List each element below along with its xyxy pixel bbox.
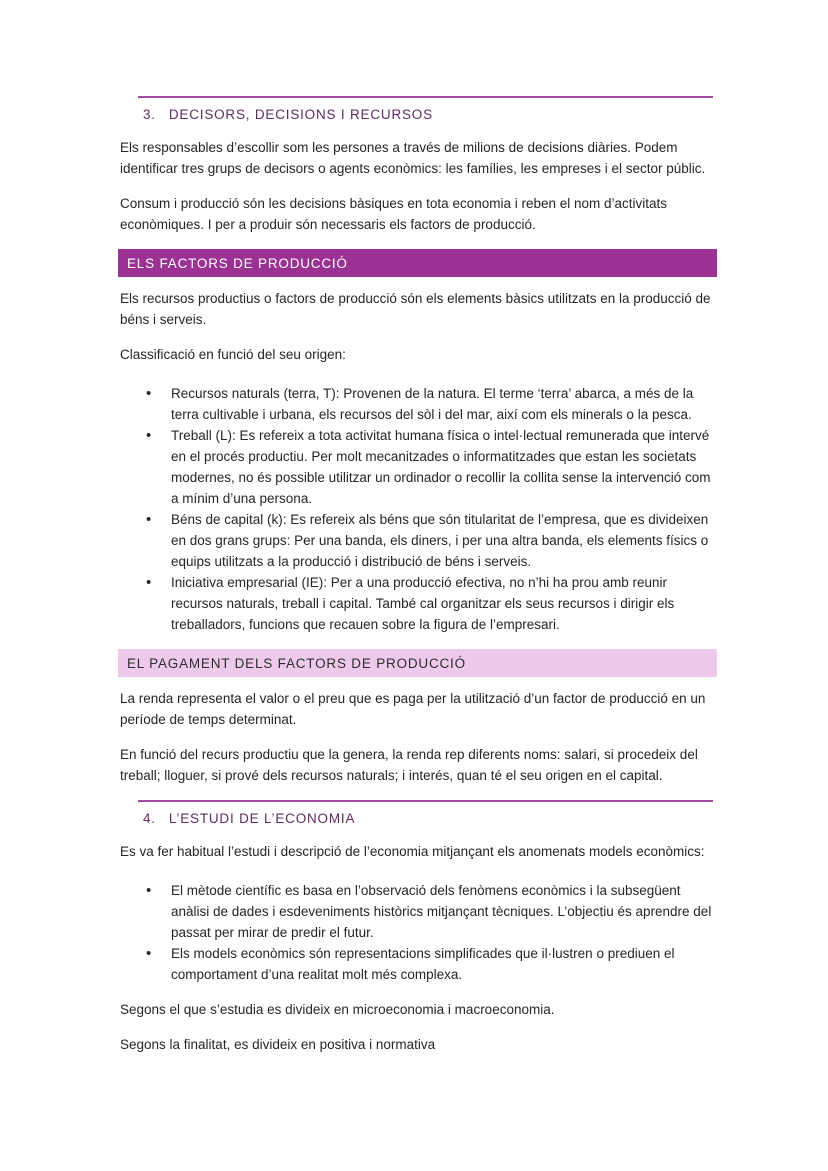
factors-bullet-capital-goods: • Béns de capital (k): Es refereix als béns que són titularitat de l’empresa, que es divideixen en dos grans grups: Per una banda, els diners, i per una altra banda, els elements físics o equips utilitzats a la producció i distribució de béns i serveis. bbox=[120, 509, 712, 572]
section-4-intro-paragraph: Es va fer habitual l’estudi i descripció de l’economia mitjançant els anomenats models econòmics: bbox=[120, 844, 705, 859]
factors-bullet-labor: • Treball (L): Es refereix a tota activitat humana física o intel·lectual remunerada que intervé en el procés productiu. Per molt mecanitzades o informatitzades que estan les societats modernes, no és possible utilitzar un ordinador o recollir la collita sense la intervenció com a mínim d’una persona. bbox=[120, 425, 712, 509]
section-4-bullet-scientific-method: • El mètode científic es basa en l’observació dels fenòmens econòmics i la subsegüent anàlisi de dades i esdeveniments històrics mitjançant tècniques. L’objectiu és aprendre del passat per mirar de predir el futur. bbox=[120, 880, 712, 943]
payment-paragraph-2: En funció del recurs productiu que la genera, la renda rep diferents noms: salari, si procedeix del treball; lloguer, si prové dels recursos naturals; i interés, quan té el seu origen en el capital. bbox=[120, 747, 698, 783]
factors-bullet-list bbox=[120, 383, 712, 635]
section-3-title: DECISORS, DECISIONS I RECURSOS bbox=[168, 107, 433, 122]
payment-banner-label: EL PAGAMENT DELS FACTORS DE PRODUCCIÓ bbox=[127, 655, 466, 671]
payment-paragraph-1: La renda representa el valor o el preu que es paga per la utilització d’un factor de producció en un període de temps determinat. bbox=[120, 691, 706, 727]
payment-banner bbox=[118, 649, 717, 677]
section-4-bullet-list bbox=[120, 880, 712, 985]
section-4-bullet-economic-models: • Els models econòmics són representacions simplificades que il·lustren o prediuen el comportament d’una realitat molt més complexa. bbox=[120, 943, 712, 985]
factors-banner bbox=[118, 249, 717, 277]
section-3-heading bbox=[138, 96, 713, 125]
section-3-paragraph-2: Consum i producció són les decisions bàsiques en tota economia i reben el nom d’activitats econòmiques. I per a produir són necessaris els factors de producció. bbox=[120, 196, 668, 232]
factors-banner-label: ELS FACTORS DE PRODUCCIÓ bbox=[127, 255, 348, 271]
section-4-paragraph-2: Segons la finalitat, es divideix en positiva i normativa bbox=[120, 1037, 436, 1052]
factors-intro-paragraph: Els recursos productius o factors de producció són els elements bàsics utilitzats en la producció de béns i serveis. bbox=[120, 291, 711, 327]
section-3-heading-text bbox=[138, 104, 713, 125]
section-4-heading bbox=[138, 800, 713, 829]
factors-bullet-natural-resources: • Recursos naturals (terra, T): Provenen de la natura. El terme ‘terra’ abarca, a més de la terra cultivable i urbana, els recursos del sòl i del mar, així com els minerals o la pesca. bbox=[120, 383, 712, 425]
section-4-paragraph-1: Segons el que s’estudia es divideix en microeconomia i macroeconomia. bbox=[120, 1002, 555, 1017]
section-3-paragraph-1: Els responsables d’escollir som les persones a través de milions de decisions diàries. Podem identificar tres grups de decisors o agents econòmics: les famílies, les empreses i el sector públic. bbox=[120, 140, 706, 176]
document-content bbox=[120, 0, 712, 1069]
factors-bullet-entrepreneurship: • Iniciativa empresarial (IE): Per a una producció efectiva, no n’hi ha prou amb reunir recursos naturals, treball i capital. També cal organitzar els seus recursos i dirigir els treballadors, funcions que recauen sobre la figura de l’empresari. bbox=[120, 572, 712, 635]
section-4-number: 4. bbox=[143, 811, 156, 826]
section-4-title: L’ESTUDI DE L’ECONOMIA bbox=[168, 811, 356, 826]
section-4-heading-text bbox=[138, 808, 713, 829]
section-3-number: 3. bbox=[143, 107, 156, 122]
factors-classification-lead: Classificació en funció del seu origen: bbox=[120, 347, 346, 362]
